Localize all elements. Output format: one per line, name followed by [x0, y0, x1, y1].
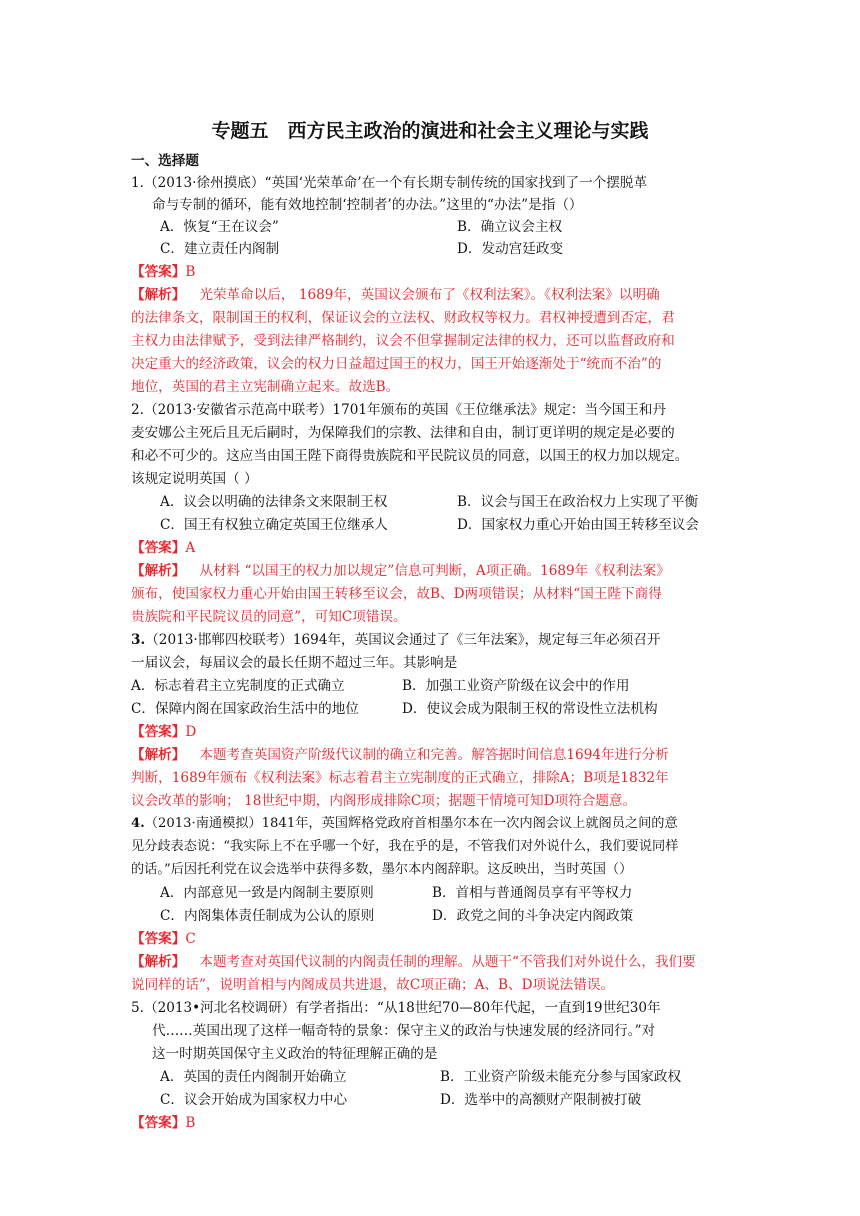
q4-number: 4. — [131, 816, 145, 831]
q3-analysis-line-1 — [131, 744, 669, 766]
q5-option-a: A．英国的责任内阁制开始确立 — [160, 1069, 347, 1085]
q2-stem-line-3: 和必不可少的。这应当由国王陛下商得贵族院和平民院议员的同意，以国王的权力加以规定。 — [131, 448, 689, 464]
q5-stem-line-2: 代……英国出现了这样一幅奇特的景象：保守主义的政治与快速发展的经济同行。”对 — [152, 1023, 656, 1039]
q3-stem-line-1 — [131, 629, 661, 651]
q3-number: 3. — [131, 632, 146, 648]
q5-answer — [131, 1112, 195, 1134]
q5-stem-line-1: 5.（2013•河北名校调研）有学者指出：“从18世纪70—80年代起，一直到19世纪30年 — [131, 1000, 661, 1016]
q1-option-b: B．确立议会主权 — [457, 219, 563, 235]
q2-answer-value: A — [185, 540, 196, 556]
analysis-label: 【解析】 — [131, 954, 186, 970]
q3-stem-text-1: （2013·邯郸四校联考）1694年，英国议会通过了《三年法案》，规定每三年必须召开 — [145, 632, 661, 648]
q4-option-c: C．内阁集体责任制成为公认的原则 — [160, 908, 375, 924]
q2-answer — [131, 537, 195, 559]
q1-analysis-line-4: 决定重大的经济政策，议会的权力日益超过国王的权力，国王开始逐渐处于“统而不治”的 — [131, 356, 662, 372]
q3-answer — [131, 721, 196, 743]
q4-analysis-line-1 — [131, 951, 696, 973]
section-heading: 一、选择题 — [131, 153, 199, 169]
q3-analysis-line-3: 议会改革的影响； 18世纪中期，内阁形成排除C项；据题干情境可知D项符合题意。 — [131, 793, 637, 809]
q4-analysis-text-1: 本题考查对英国代议制的内阁责任制的理解。从题干“不管我们对外说什么，我们要 — [199, 954, 696, 970]
q2-stem-line-2: 麦安娜公主死后且无后嗣时，为保障我们的宗教、法律和自由，制订更详明的规定是必要的 — [131, 425, 675, 441]
q2-analysis-line-2: 颁布，使国家权力重心开始由国王转移至议会，故B、D两项错误；从材料“国王陛下商得 — [131, 586, 662, 602]
q5-answer-value: B — [185, 1115, 196, 1131]
answer-label: 【答案】 — [131, 724, 186, 740]
q1-option-d: D．发动宫廷政变 — [457, 241, 564, 257]
q1-stem-line-1: 1.（2013·徐州摸底）“英国‘光荣革命’在一个有长期专制传统的国家找到了一个摆脱革 — [131, 175, 648, 191]
q1-option-a: A．恢复“王在议会” — [160, 219, 279, 235]
page-title: 专题五 西方民主政治的演进和社会主义理论与实践 — [211, 120, 649, 142]
q2-stem-line-1: 2.（2013·安徽省示范高中联考）1701年颁布的英国《王位继承法》规定：当今国王和丹 — [131, 402, 667, 418]
q4-answer-value: C — [185, 931, 196, 947]
q4-stem-line-1 — [131, 813, 678, 835]
q1-answer-value: B — [185, 264, 196, 280]
q4-analysis-line-2: 说同样的话”，说明首相与内阁成员共进退，故C项正确；A、B、D项说法错误。 — [131, 977, 615, 993]
q2-option-d: D．国家权力重心开始由国王转移至议会 — [457, 517, 699, 533]
answer-label: 【答案】 — [131, 540, 186, 556]
q5-option-d: D．选举中的高额财产限制被打破 — [440, 1092, 642, 1108]
q1-analysis-text-1: 光荣革命以后， 1689年，英国议会颁布了《权利法案》。《权利法案》以明确 — [199, 287, 660, 303]
q1-answer — [131, 261, 195, 283]
answer-label: 【答案】 — [131, 264, 186, 280]
q2-option-c: C．国王有权独立确定英国王位继承人 — [160, 517, 388, 533]
q4-option-d: D．政党之间的斗争决定内阁政策 — [432, 908, 634, 924]
analysis-label: 【解析】 — [131, 747, 186, 763]
q5-stem-line-3: 这一时期英国保守主义政治的特征理解正确的是 — [152, 1046, 438, 1062]
q5-option-b: B．工业资产阶级未能充分参与国家政权 — [440, 1069, 682, 1085]
q3-analysis-line-2: 判断，1689年颁布《权利法案》标志着君主立宪制度的正式确立，排除A；B项是1832年 — [131, 770, 669, 786]
q2-stem-line-4: 该规定说明英国（ ） — [131, 471, 258, 487]
q2-option-a: A．议会以明确的法律条文来限制王权 — [160, 494, 388, 510]
q3-stem-line-2: 一届议会，每届议会的最长任期不超过三年。其影响是 — [131, 655, 458, 671]
q1-analysis-line-2: 的法律条文，限制国王的权利，保证议会的立法权、财政权等权力。君权神授遭到否定，君 — [131, 310, 675, 326]
q3-option-d: D．使议会成为限制王权的常设性立法机构 — [402, 701, 658, 717]
answer-label: 【答案】 — [131, 931, 186, 947]
q1-analysis-line-5: 地位，英国的君主立宪制确立起来。故选B。 — [131, 379, 400, 395]
q5-option-c: C．议会开始成为国家权力中心 — [160, 1092, 348, 1108]
answer-label: 【答案】 — [131, 1115, 186, 1131]
q2-analysis-line-3: 贵族院和平民院议员的同意”，可知C项错误。 — [131, 609, 407, 625]
analysis-label: 【解析】 — [131, 287, 186, 303]
q3-option-c: C．保障内阁在国家政治生活中的地位 — [131, 701, 359, 717]
q2-analysis-line-1 — [131, 560, 670, 582]
q1-stem-line-2: 命与专制的循环，能有效地控制‘控制者’的办法。”这里的“办法”是指（） — [152, 197, 583, 213]
q1-analysis-line-1 — [131, 284, 660, 306]
q4-stem-line-2: 见分歧表态说：“我实际上不在乎哪一个好，我在乎的是，不管我们对外说什么，我们要说同样 — [131, 839, 679, 854]
q3-option-a: A．标志着君主立宪制度的正式确立 — [131, 678, 345, 694]
q4-option-b: B．首相与普通阁员享有平等权力 — [432, 885, 633, 901]
q1-option-c: C．建立责任内阁制 — [160, 241, 280, 257]
q4-option-a: A．内部意见一致是内阁制主要原则 — [160, 885, 374, 901]
q3-answer-value: D — [185, 724, 197, 740]
q2-option-b: B．议会与国王在政治权力上实现了平衡 — [457, 494, 699, 510]
q4-stem-line-3: 的话。”后因托利党在议会选举中获得多数，墨尔本内阁辞职。这反映出，当时英国（） — [131, 862, 633, 877]
q4-stem-text-1: （2013·南通模拟）1841年，英国辉格党政府首相墨尔本在一次内阁会议上就阁员之间的意 — [144, 816, 678, 831]
analysis-label: 【解析】 — [131, 563, 186, 579]
q3-option-b: B．加强工业资产阶级在议会中的作用 — [402, 678, 630, 694]
q3-analysis-text-1: 本题考查英国资产阶级代议制的确立和完善。解答据时间信息1694年进行分析 — [199, 747, 669, 763]
q2-analysis-text-1: 从材料 “以国王的权力加以规定”信息可判断，A项正确。1689年《权利法案》 — [199, 563, 670, 579]
q1-analysis-line-3: 主权力由法律赋予，受到法律严格制约，议会不但掌握制定法律的权力，还可以监督政府和 — [131, 333, 675, 349]
q4-answer — [131, 928, 196, 950]
